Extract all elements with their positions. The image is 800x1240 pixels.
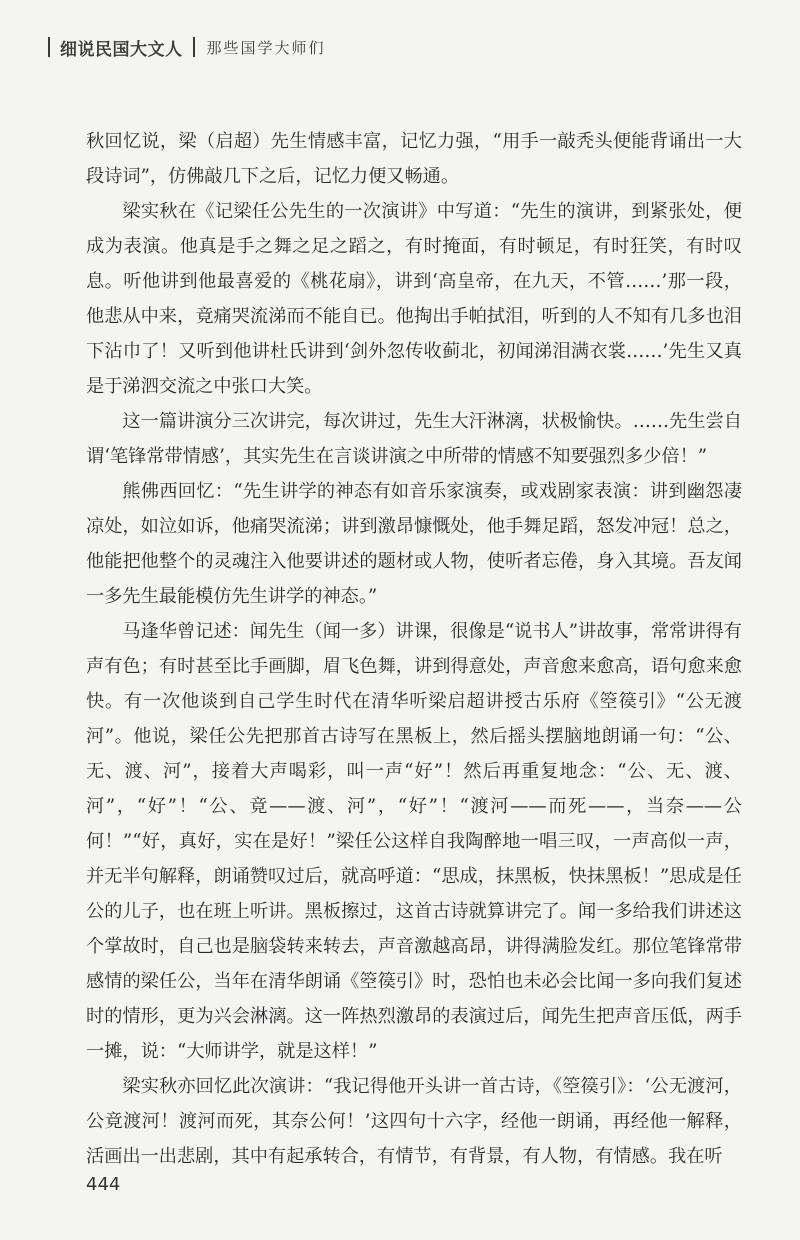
paragraph: 熊佛西回忆：“先生讲学的神态有如音乐家演奏，或戏剧家表演：讲到幽怨凄凉处，如泣如诉，他痛哭流涕；讲到激昂慷慨处，他手舞足蹈，怒发冲冠！总之，他能把他整个的灵魂注入他要讲述的题材或人物，使听者忘倦，身入其境。吾友闻一多先生最能模仿先生讲学的神态。” [86,481,742,607]
paragraph: 梁实秋亦回忆此次演讲：“我记得他开头讲一首古诗，《箜篌引》：‘公无渡河，公竟渡河！渡河而死，其奈公何！’这四句十六字，经他一朗诵，再经他一解释，活画出一出悲剧，其中有起承转合，有情节，有背景，有人物，有情感。我在听 [86,1076,742,1167]
paragraph: 马逢华曾记述：闻先生（闻一多）讲课，很像是“说书人”讲故事，常常讲得有声有色；有时甚至比手画脚，眉飞色舞，讲到得意处，声音愈来愈高，语句愈来愈快。有一次他谈到自己学生时代在清华听梁启超讲授古乐府《箜篌引》“公无渡河”。他说，梁任公先把那首古诗写在黑板上，然后摇头摆脑地朗诵一句：“公、无、渡、河”，接着大声喝彩，叫一声“好”！然后再重复地念：“公、无、渡、河”，“好”！“公、竟——渡、河”，“好”！“渡河——而死——，当奈——公何！”“好，真好，实在是好！”梁任公这样自我陶醉地一唱三叹，一声高似一声，并无半句解释，朗诵赞叹过后，就高呼道：“思成，抹黑板，快抹黑板！”思成是任公的儿子，也在班上听讲。黑板擦过，这首古诗就算讲完了。闻一多给我们讲述这个掌故时，自己也是脑袋转来转去，声音激越高昂，讲得满脸发红。那位笔锋常带感情的梁任公，当年在清华朗诵《箜篌引》时，恐怕也未必会比闻一多向我们复述时的情形，更为兴会淋漓。这一阵热烈激昂的表演过后，闻先生把声音压低，两手一摊，说：“大师讲学，就是这样！” [86,621,742,1062]
running-header [48,34,326,60]
page-body [86,124,742,1174]
header-divider-middle [193,37,195,57]
chapter-title: 那些国学大师们 [206,38,326,57]
header-divider-left [48,37,50,57]
page-number: 444 [86,1174,121,1195]
paragraph: 梁实秋在《记梁任公先生的一次演讲》中写道：“先生的演讲，到紧张处，便成为表演。他真是手之舞之足之蹈之，有时掩面，有时顿足，有时狂笑，有时叹息。听他讲到他最喜爱的《桃花扇》，讲到‘高皇帝，在九天，不管……’那一段，他悲从中来，竟痛哭流涕而不能自已。他掏出手帕拭泪，听到的人不知有几多也泪下沾巾了！又听到他讲杜氏讲到‘剑外忽传收蓟北，初闻涕泪满衣裳……’先生又真是于涕泗交流之中张口大笑。 [86,201,742,397]
paragraph-continued: 秋回忆说，梁（启超）先生情感丰富，记忆力强，“用手一敲秃头便能背诵出一大段诗词”，仿佛敲几下之后，记忆力便又畅通。 [86,131,742,187]
paragraph: 这一篇讲演分三次讲完，每次讲过，先生大汗淋漓，状极愉快。……先生尝自谓‘笔锋常带情感’，其实先生在言谈讲演之中所带的情感不知要强烈多少倍！” [86,411,742,467]
book-title: 细说民国大文人 [60,39,183,60]
